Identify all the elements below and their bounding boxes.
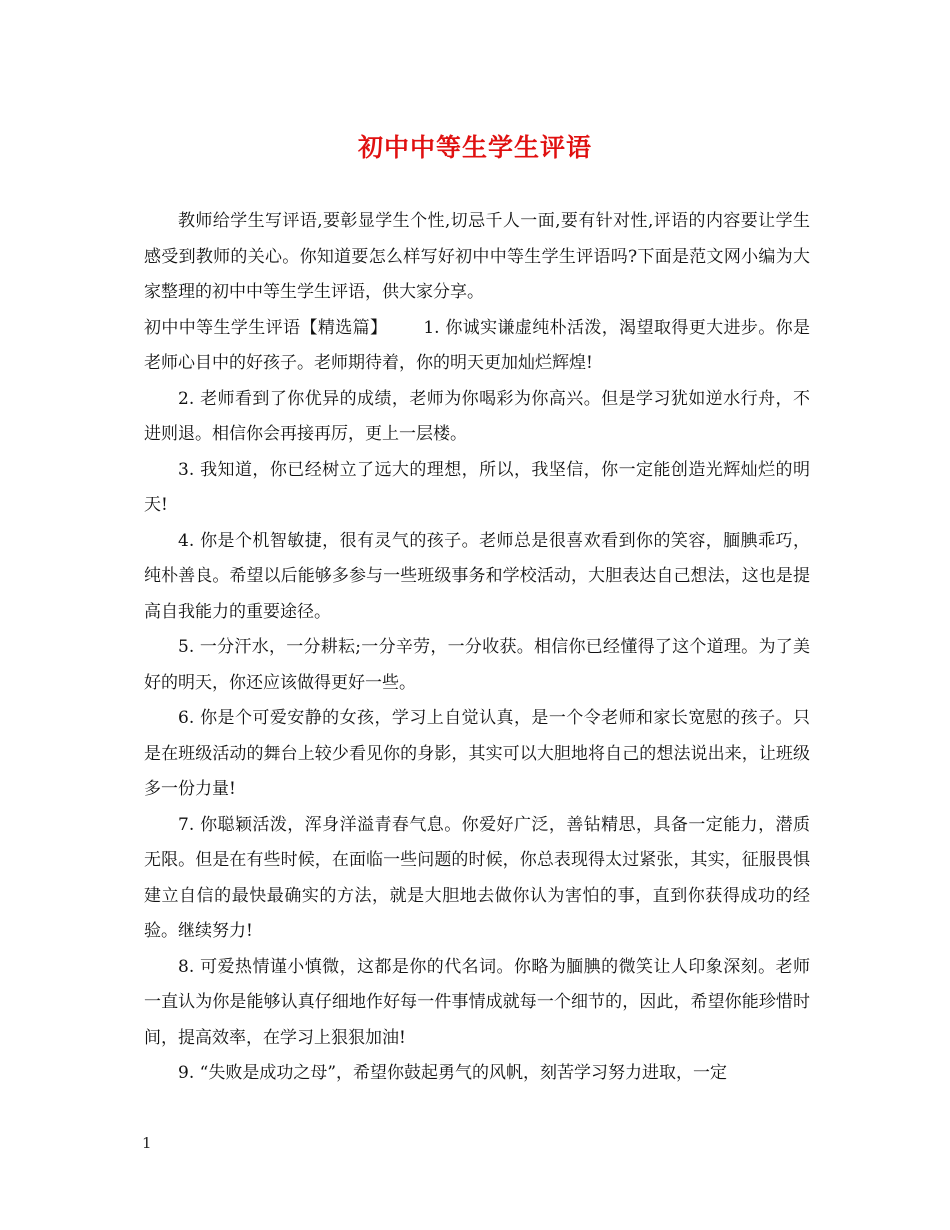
page-number: 1: [142, 1134, 152, 1152]
document-body: [144, 204, 810, 1092]
comment-item-8: 8. 可爱热情谨小慎微，这都是你的代名词。你略为腼腆的微笑让人印象深刻。老师一直认为你是能够认真仔细地作好每一件事情成就每一个细节的，因此，希望你能珍惜时间，提高效率，在学习上狠狠加油!: [144, 956, 810, 1048]
comment-item-6: 6. 你是个可爱安静的女孩，学习上自觉认真，是一个令老师和家长宽慰的孩子。只是在班级活动的舞台上较少看见你的身影，其实可以大胆地将自己的想法说出来，让班级多一份力量!: [144, 708, 810, 799]
section-heading-with-item-1: [144, 311, 810, 382]
comment-item-1: 1. 你诚实谦虚纯朴活泼，渴望取得更大进步。你是老师心目中的好孩子。老师期待着，你的明天更加灿烂辉煌!: [144, 317, 811, 373]
comment-item-5: 5. 一分汗水，一分耕耘;一分辛劳，一分收获。相信你已经懂得了这个道理。为了美好的明天，你还应该做得更好一些。: [144, 637, 810, 693]
document-title: 初中中等生学生评语: [357, 133, 592, 162]
comment-item-9: 9. “失败是成功之母”，希望你鼓起勇气的风帆，刻苦学习努力进取，一定: [178, 1063, 728, 1083]
intro-paragraph: 教师给学生写评语,要彰显学生个性,切忌千人一面,要有针对性,评语的内容要让学生感受到教师的关心。你知道要怎么样写好初中中等生学生评语吗?下面是范文网小编为大家整理的初中中等生学生评语，供大家分享。: [144, 211, 810, 302]
comment-item-3: 3. 我知道，你已经树立了远大的理想，所以，我坚信，你一定能创造光辉灿烂的明天!: [144, 459, 810, 515]
comment-item-4: 4. 你是个机智敏捷，很有灵气的孩子。老师总是很喜欢看到你的笑容，腼腆乖巧，纯朴善良。希望以后能够多参与一些班级事务和学校活动，大胆表达自己想法，这也是提高自我能力的重要途径。: [144, 530, 810, 622]
section-heading: 初中中等生学生评语【精选篇】: [144, 317, 388, 338]
comment-item-2: 2. 老师看到了你优异的成绩，老师为你喝彩为你高兴。但是学习犹如逆水行舟，不进则退。相信你会再接再厉，更上一层楼。: [144, 388, 810, 444]
comment-item-7: 7. 你聪颖活泼，浑身洋溢青春气息。你爱好广泛，善钻精思，具备一定能力，潜质无限。但是在有些时候，在面临一些问题的时候，你总表现得太过紧张，其实，征服畏惧建立自信的最快最确实的方法，就是大胆地去做你认为害怕的事，直到你获得成功的经验。继续努力!: [144, 814, 810, 941]
